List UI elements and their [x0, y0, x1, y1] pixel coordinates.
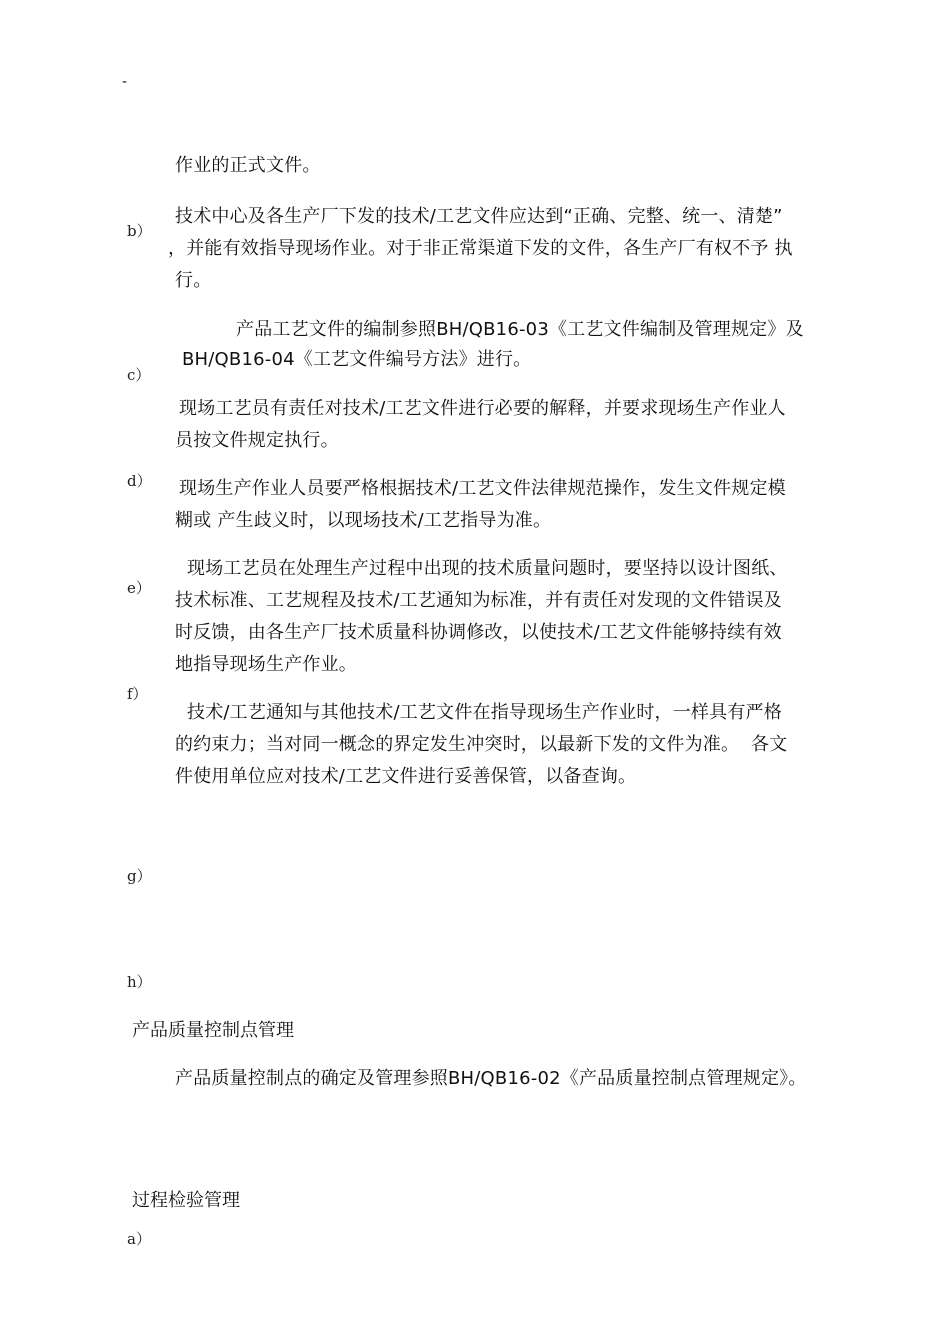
section-title-quality: 产品质量控制点管理 [132, 1020, 294, 1041]
marker-b: b） [127, 222, 152, 240]
text-line: 糊或 产生歧义时，以现场技术/工艺指导为准。 [175, 510, 552, 531]
text-line: 技术/工艺通知与其他技术/工艺文件在指导现场生产作业时，一样具有严格 [187, 702, 782, 723]
marker-a: a） [127, 1230, 151, 1248]
text-line: 行。 [175, 270, 212, 291]
text-line: 件使用单位应对技术/工艺文件进行妥善保管，以备查询。 [175, 766, 637, 787]
section-title-inspection: 过程检验管理 [132, 1190, 240, 1211]
text-line: 现场生产作业人员要严格根据技术/工艺文件法律规范操作，发生文件规定模 [179, 478, 786, 499]
marker-d: d） [127, 472, 152, 490]
marker-g: g） [127, 867, 152, 885]
text-line: 产品工艺文件的编制参照BH/QB16-03《工艺文件编制及管理规定》及 [236, 319, 804, 340]
marker-c: c） [127, 366, 151, 384]
text-line: 地指导现场生产作业。 [175, 654, 357, 675]
paragraph-quality: 产品质量控制点的确定及管理参照BH/QB16-02《产品质量控制点管理规定》。 [175, 1068, 807, 1089]
text-line: 作业的正式文件。 [175, 155, 321, 176]
marker-h: h） [127, 973, 152, 991]
text-line: 员按文件规定执行。 [175, 430, 339, 451]
text-line: BH/QB16-04《工艺文件编号方法》进行。 [182, 349, 532, 370]
text-line: 时反馈，由各生产厂技术质量科协调修改，以使技术/工艺文件能够持续有效 [175, 622, 782, 643]
text-line: 现场工艺员有责任对技术/工艺文件进行必要的解释，并要求现场生产作业人 [179, 398, 786, 419]
text-line: 技术中心及各生产厂下发的技术/工艺文件应达到“正确、完整、统一、清楚” [175, 206, 783, 227]
marker-e: e） [127, 579, 151, 597]
page-dash: - [122, 74, 128, 90]
text-line: 技术标准、工艺规程及技术/工艺通知为标准，并有责任对发现的文件错误及 [175, 590, 782, 611]
text-line: 现场工艺员在处理生产过程中出现的技术质量问题时，要坚持以设计图纸、 [187, 558, 788, 579]
text-line: 的约束力；当对同一概念的界定发生冲突时，以最新下发的文件为准。 各文 [175, 734, 788, 755]
marker-f: f） [127, 685, 148, 703]
text-line: ，并能有效指导现场作业。对于非正常渠道下发的文件，各生产厂有权不予 执 [168, 238, 793, 259]
